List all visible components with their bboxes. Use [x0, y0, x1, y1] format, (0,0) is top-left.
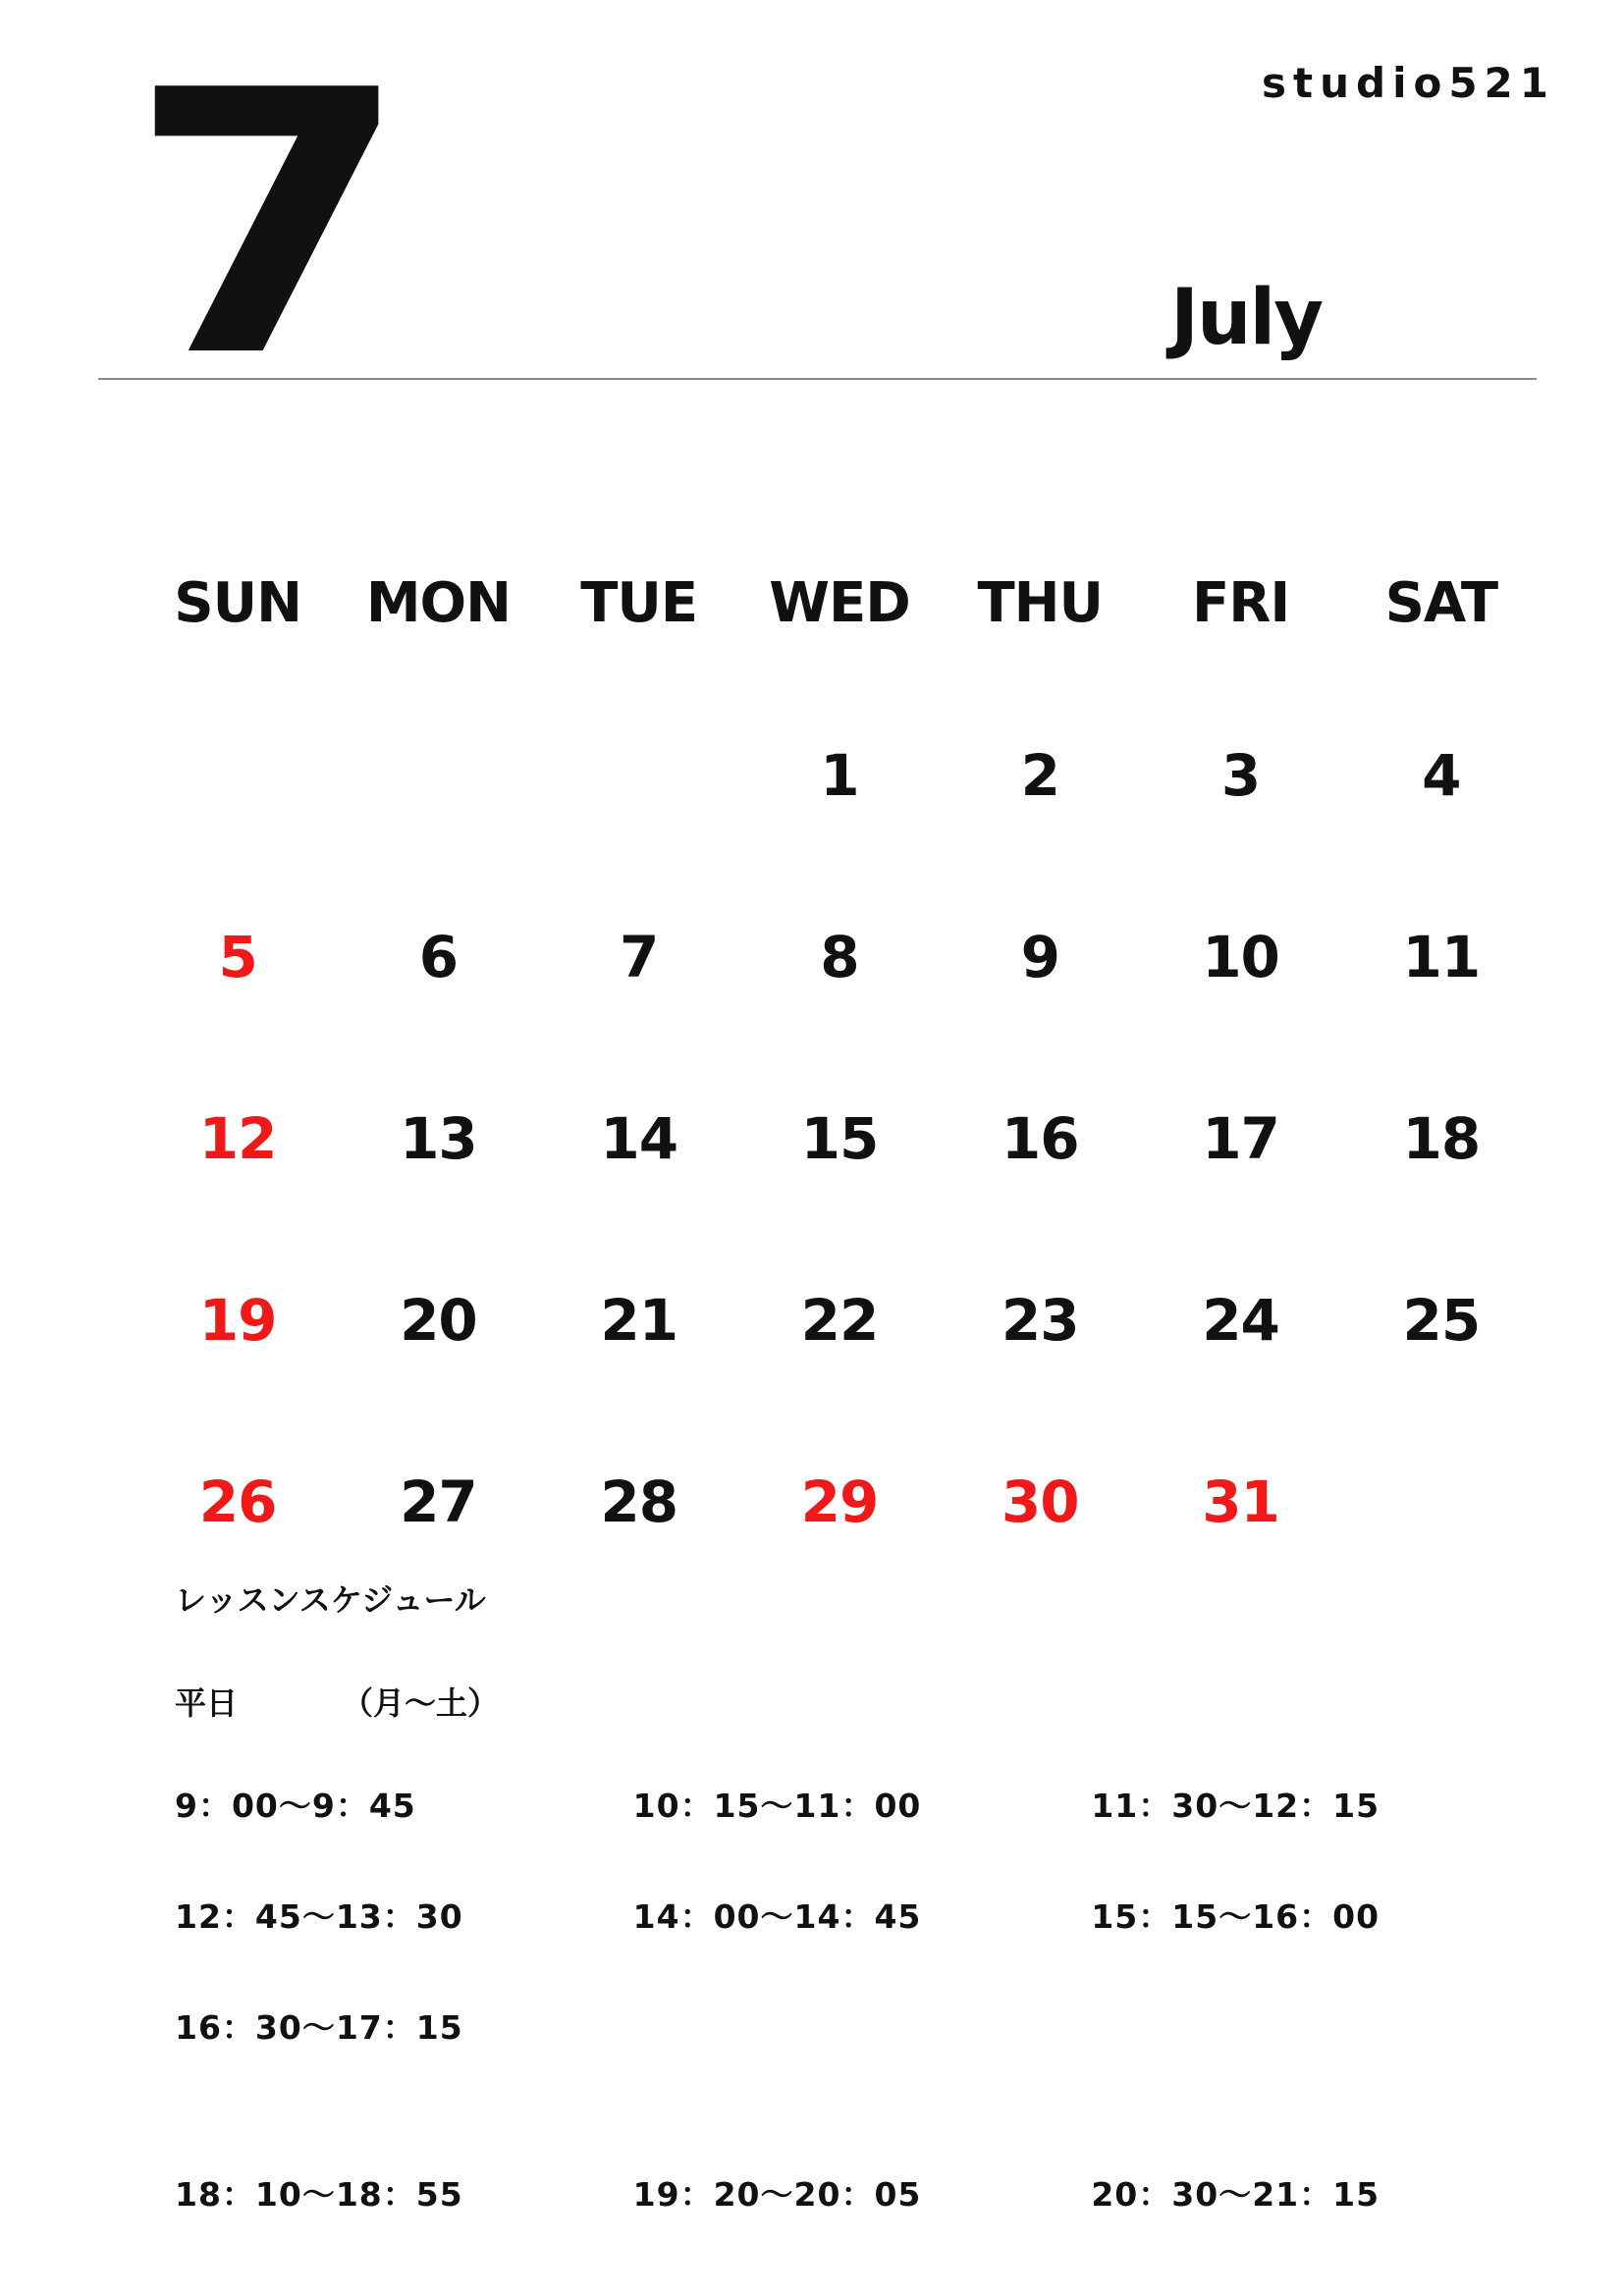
day-cell: 15	[800, 1105, 879, 1172]
day-cell: 29	[800, 1468, 879, 1535]
day-cell	[338, 721, 538, 829]
time-slot: 16：30〜17：15	[175, 2008, 463, 2047]
schedule-title: レッスンスケジュール	[175, 1581, 486, 1619]
day-cell: 10	[1202, 924, 1279, 990]
day-cell: 25	[1402, 1287, 1481, 1354]
lesson-schedule	[175, 1575, 1549, 2276]
day-cell: 26	[198, 1468, 277, 1535]
day-cell: 9	[1020, 924, 1059, 990]
weekday-fri: FRI	[1191, 571, 1290, 635]
day-cell: 7	[620, 924, 659, 990]
day-cell: 6	[418, 924, 459, 990]
day-cell: 28	[600, 1468, 678, 1535]
day-cell	[1341, 1448, 1542, 1556]
slot-row	[175, 2165, 1549, 2224]
week-row-5	[137, 1448, 1542, 1556]
week-row-1	[137, 721, 1542, 829]
day-cell: 3	[1220, 742, 1261, 809]
schedule-weekday-heading	[175, 1679, 1549, 1728]
day-cell: 24	[1202, 1287, 1279, 1354]
day-cell: 20	[400, 1287, 477, 1354]
brand-name: studio521	[1262, 59, 1555, 107]
day-cell: 12	[198, 1105, 277, 1172]
time-slot: 10：15〜11：00	[632, 1787, 922, 1825]
day-cell: 14	[600, 1105, 678, 1172]
day-cell: 31	[1202, 1468, 1279, 1535]
time-slot: 18：10〜18：55	[175, 2175, 463, 2214]
weekday-range: （月〜土）	[342, 1684, 500, 1722]
day-cell: 4	[1422, 742, 1461, 809]
day-cell: 5	[218, 924, 257, 990]
week-row-4	[137, 1266, 1542, 1374]
day-cell: 1	[820, 742, 859, 809]
day-cell: 27	[400, 1468, 477, 1535]
day-cell: 30	[1001, 1468, 1079, 1535]
weekday-tue: TUE	[580, 571, 698, 635]
time-slot: 15：15〜16：00	[1091, 1897, 1380, 1936]
calendar-grid	[137, 560, 1542, 1629]
day-cell: 21	[600, 1287, 678, 1354]
day-cell: 8	[820, 924, 859, 990]
day-cell: 2	[1020, 742, 1059, 809]
day-cell	[539, 721, 739, 829]
day-cell	[137, 721, 338, 829]
slot-row	[175, 1777, 1549, 1836]
week-row-3	[137, 1085, 1542, 1193]
day-cell: 19	[198, 1287, 277, 1354]
day-cell: 11	[1402, 924, 1481, 990]
month-name: July	[1170, 274, 1323, 362]
time-slot: 11：30〜12：15	[1091, 1787, 1380, 1825]
weekday-header-row	[137, 560, 1542, 648]
day-cell: 22	[800, 1287, 879, 1354]
weekday-thu: THU	[977, 571, 1104, 635]
time-slot: 14：00〜14：45	[632, 1897, 922, 1936]
day-cell: 23	[1001, 1287, 1079, 1354]
day-cell: 17	[1202, 1105, 1279, 1172]
time-slots	[175, 1777, 1549, 2224]
weekday-label: 平日	[175, 1684, 239, 1722]
weekday-sat: SAT	[1384, 571, 1498, 635]
weekday-sun: SUN	[174, 571, 301, 635]
month-number: 7	[128, 15, 401, 437]
time-slot: 19：20〜20：05	[632, 2175, 922, 2214]
slot-row	[175, 1888, 1549, 1947]
time-slot	[1091, 1999, 1549, 2057]
day-cell: 16	[1001, 1105, 1079, 1172]
time-slot: 20：30〜21：15	[1091, 2175, 1380, 2214]
day-cell: 13	[400, 1105, 477, 1172]
day-cell: 18	[1402, 1105, 1481, 1172]
header-divider	[98, 378, 1537, 380]
weekday-mon: MON	[365, 571, 512, 635]
weekday-wed: WED	[769, 571, 910, 635]
slot-row	[175, 1999, 1549, 2057]
time-slot: 12：45〜13：30	[175, 1897, 463, 1936]
time-slot: 9：00〜9：45	[175, 1787, 416, 1825]
time-slot	[633, 1999, 1092, 2057]
week-row-2	[137, 903, 1542, 1011]
